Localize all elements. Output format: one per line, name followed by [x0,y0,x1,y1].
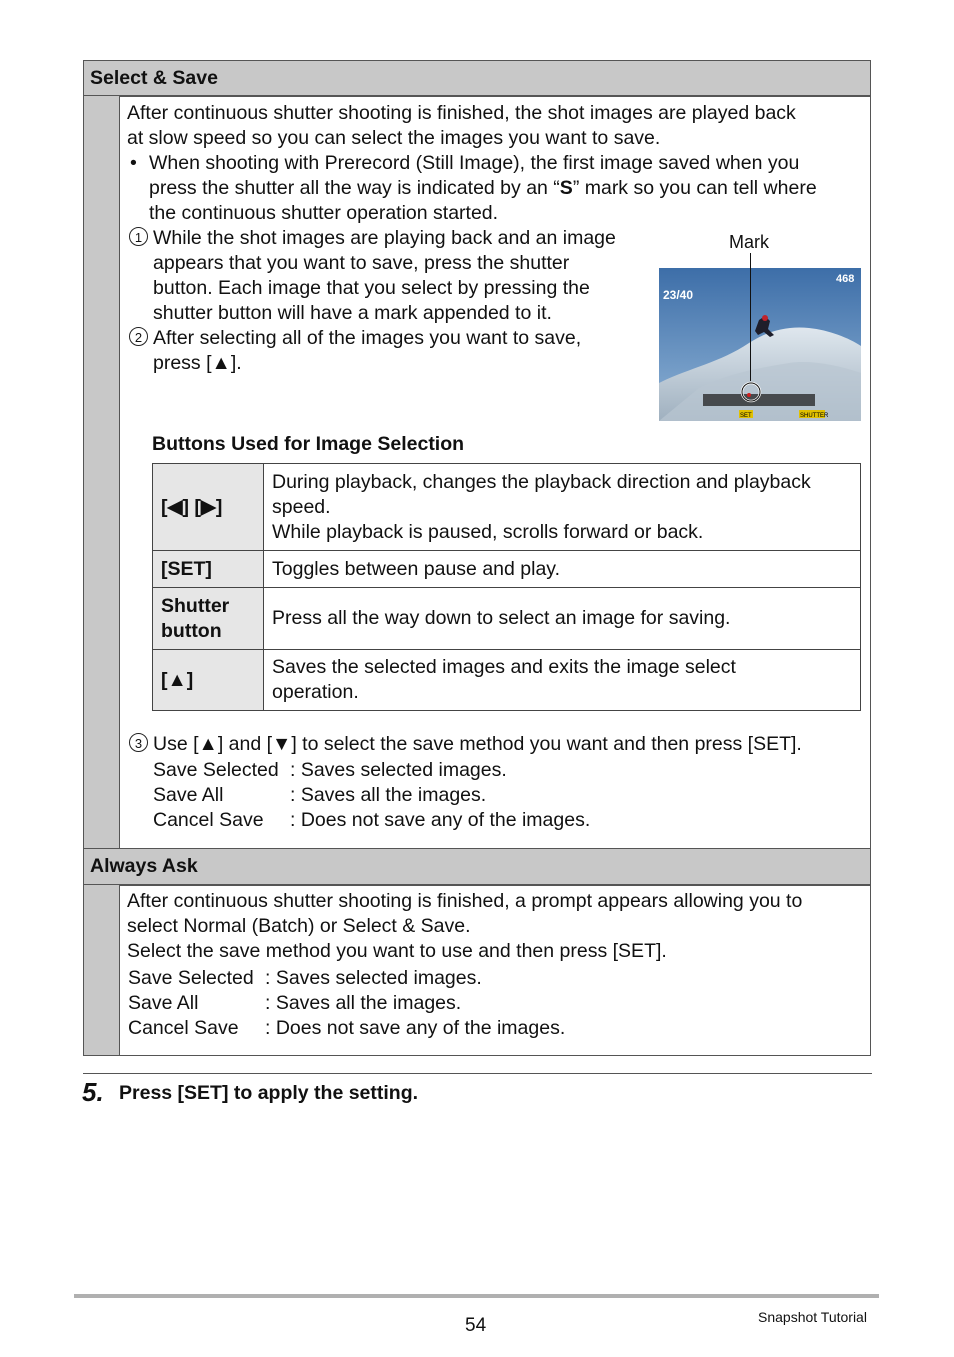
step-1-line-3: button. Each image that you select by pressing the [153,277,590,299]
option-desc: : Does not save any of the images. [290,809,591,831]
intro-line-2: at slow speed so you can select the images you want to save. [127,127,661,149]
option-label: Save All [128,992,199,1014]
key-shutter [153,588,264,650]
bullet-line-3: the continuous shutter operation started. [149,202,499,224]
s-mark-letter: S [559,177,573,199]
option-label: Save Selected [128,967,254,989]
footer-rule [74,1294,879,1298]
bullet-line-1: When shooting with Prerecord (Still Image), the first image saved when you [149,152,800,174]
step-5-number: 5. [82,1077,104,1107]
desc-up-1: Saves the selected images and exits the image select [272,656,736,678]
table-row [153,551,861,588]
select-save-title: Select & Save [90,67,218,89]
step-2-line-1: After selecting all of the images you want to save, [153,327,582,349]
desc-left-right-3: While playback is paused, scrolls forward or back. [272,520,704,543]
camera-screen-photo [659,268,861,421]
camera-screen-illustration [659,268,861,421]
photo-shutter-label: SHUTTER [800,413,829,419]
desc-up [264,650,861,711]
photo-counter: 23/40 [663,288,694,302]
step-3-number [129,732,151,757]
desc-set: Toggles between pause and play. [264,551,861,588]
desc-shutter: Press all the way down to select an image for saving. [264,588,861,650]
option-desc: : Saves all the images. [265,992,462,1014]
footer-section: Snapshot Tutorial [758,1309,867,1325]
step-1-line-1: While the shot images are playing back and an image [153,227,616,249]
desc-left-right-1: During playback, changes the playback direction and playback [272,470,811,493]
buttons-table [152,463,861,711]
option-desc: : Saves all the images. [290,784,487,806]
table-row [153,650,861,711]
option-desc: : Saves selected images. [290,759,507,781]
step-5-text: Press [SET] to apply the setting. [119,1082,419,1104]
option-desc: : Does not save any of the images. [265,1017,566,1039]
step-3-text: Use [▲] and [▼] to select the save method you want and then press [SET]. [153,733,802,755]
photo-set-label: SET [740,413,752,419]
bullet-line-2a: press the shutter all the way is indicated by an “ [149,177,560,199]
step-1-circle: 1 [129,227,148,246]
option-desc: : Saves selected images. [265,967,482,989]
step-5-rule [83,1073,872,1074]
table-row [153,464,861,551]
always-ask-line-3: Select the save method you want to use and then press [SET]. [127,940,667,962]
key-left-right: [◀] [▶] [153,464,264,551]
table-row [153,588,861,650]
select-save-sidebar [83,96,120,848]
option-label: Save Selected [153,759,279,781]
bullet-line-2 [149,176,817,201]
step-2-line-2: press [▲]. [153,352,242,374]
step-1-line-4: shutter button will have a mark appended to it. [153,302,552,324]
option-label: Cancel Save [153,809,264,831]
buttons-title: Buttons Used for Image Selection [152,433,465,455]
step-1-number [129,226,151,251]
mark-label: Mark [729,232,769,252]
always-ask-title: Always Ask [90,855,198,877]
step-2-number [129,326,151,351]
desc-up-2: operation. [272,681,359,703]
key-up: [▲] [153,650,264,711]
option-label: Save All [153,784,224,806]
photo-remaining: 468 [836,273,855,285]
option-label: Cancel Save [128,1017,239,1039]
step-1-line-2: appears that you want to save, press the shutter [153,252,570,274]
key-set: [SET] [153,551,264,588]
desc-left-right-2: speed. [272,495,331,518]
always-ask-header [83,848,871,885]
bullet-line-2c: ” mark so you can tell where [572,177,817,199]
page-number: 54 [465,1315,487,1336]
step-3-circle: 3 [129,733,148,752]
step-2-circle: 2 [129,327,148,346]
desc-left-right [264,464,861,551]
mark-callout-line [750,253,751,381]
always-ask-line-1: After continuous shutter shooting is finished, a prompt appears allowing you to [127,890,803,912]
key-shutter-1: Shutter [161,594,230,617]
intro-line-1: After continuous shutter shooting is finished, the shot images are played back [127,102,796,124]
bullet-mark: • [130,152,137,174]
key-shutter-2: button [161,619,222,642]
always-ask-line-2: select Normal (Batch) or Select & Save. [127,915,471,937]
select-save-header [83,60,871,96]
always-ask-sidebar [83,885,120,1056]
